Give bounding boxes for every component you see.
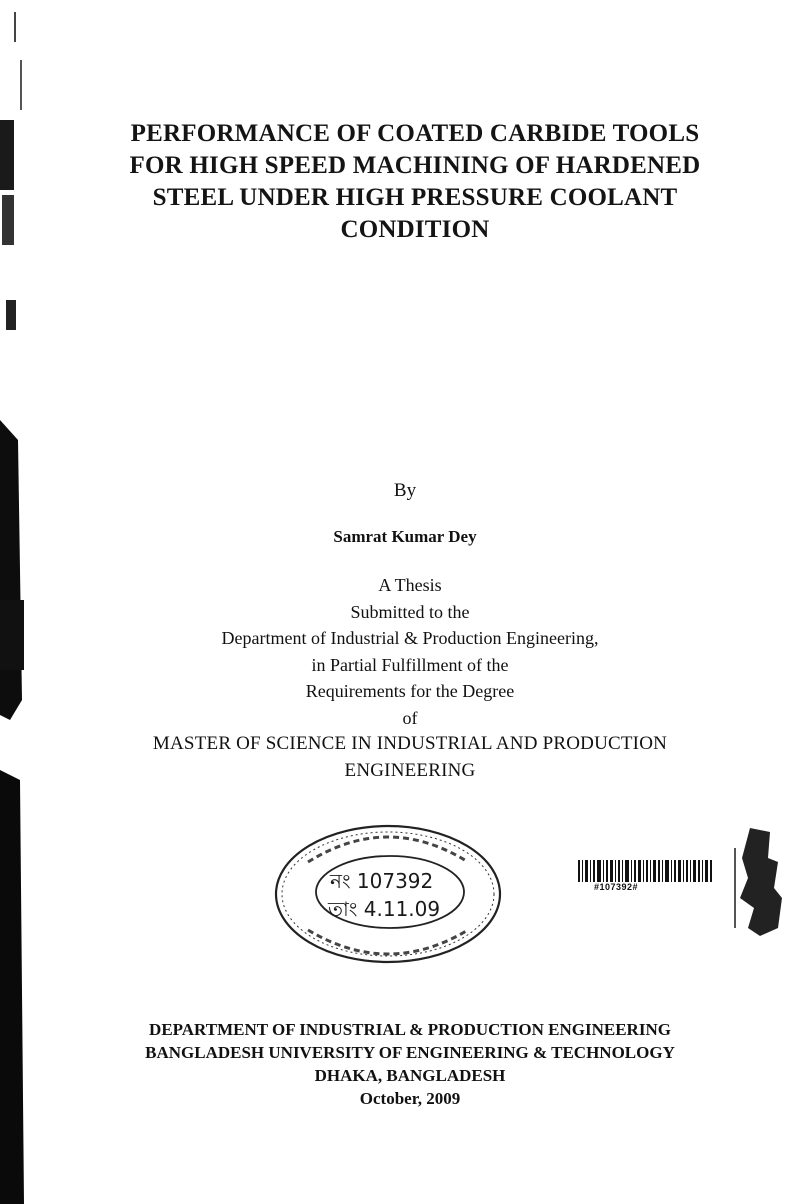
title-line-3: STEEL UNDER HIGH PRESSURE COOLANT <box>152 184 678 211</box>
stamp-accession: নং 107392 <box>330 869 434 893</box>
footer-university: BANGLADESH UNIVERSITY OF ENGINEERING & TECHNOLOGY <box>145 1043 675 1062</box>
thesis-line-3: Department of Industrial & Production Engineering, <box>221 628 599 648</box>
thesis-line-6: of <box>402 707 418 728</box>
title-line-1: PERFORMANCE OF COATED CARBIDE TOOLS <box>130 120 700 147</box>
title-line-4: CONDITION <box>340 216 490 243</box>
footer-date: October, 2009 <box>359 1089 461 1108</box>
thesis-line-2: Submitted to the <box>350 601 470 622</box>
scan-blot <box>730 828 790 938</box>
by-label: By <box>393 480 417 501</box>
title-line-2: FOR HIGH SPEED MACHINING OF HARDENED <box>129 152 701 179</box>
author-name: Samrat Kumar Dey <box>333 527 477 546</box>
thesis-line-4: in Partial Fulfillment of the <box>311 654 509 675</box>
library-stamp <box>268 818 512 968</box>
degree-line-1: MASTER OF SCIENCE IN INDUSTRIAL AND PRODUCTION <box>152 733 668 754</box>
stamp-date: তাং 4.11.09 <box>328 897 441 921</box>
thesis-line-5: Requirements for the Degree <box>305 681 515 701</box>
footer-location: DHAKA, BANGLADESH <box>314 1066 506 1085</box>
scan-edge-artifacts <box>0 0 40 1204</box>
thesis-line-1: A Thesis <box>378 575 442 595</box>
footer-department: DEPARTMENT OF INDUSTRIAL & PRODUCTION ENGINEERING <box>149 1020 671 1039</box>
barcode-number: #107392# <box>594 882 639 892</box>
thesis-title <box>90 118 740 246</box>
degree-line-2: ENGINEERING <box>344 759 476 781</box>
institution-block <box>100 1018 720 1110</box>
thesis-statement <box>100 572 720 784</box>
